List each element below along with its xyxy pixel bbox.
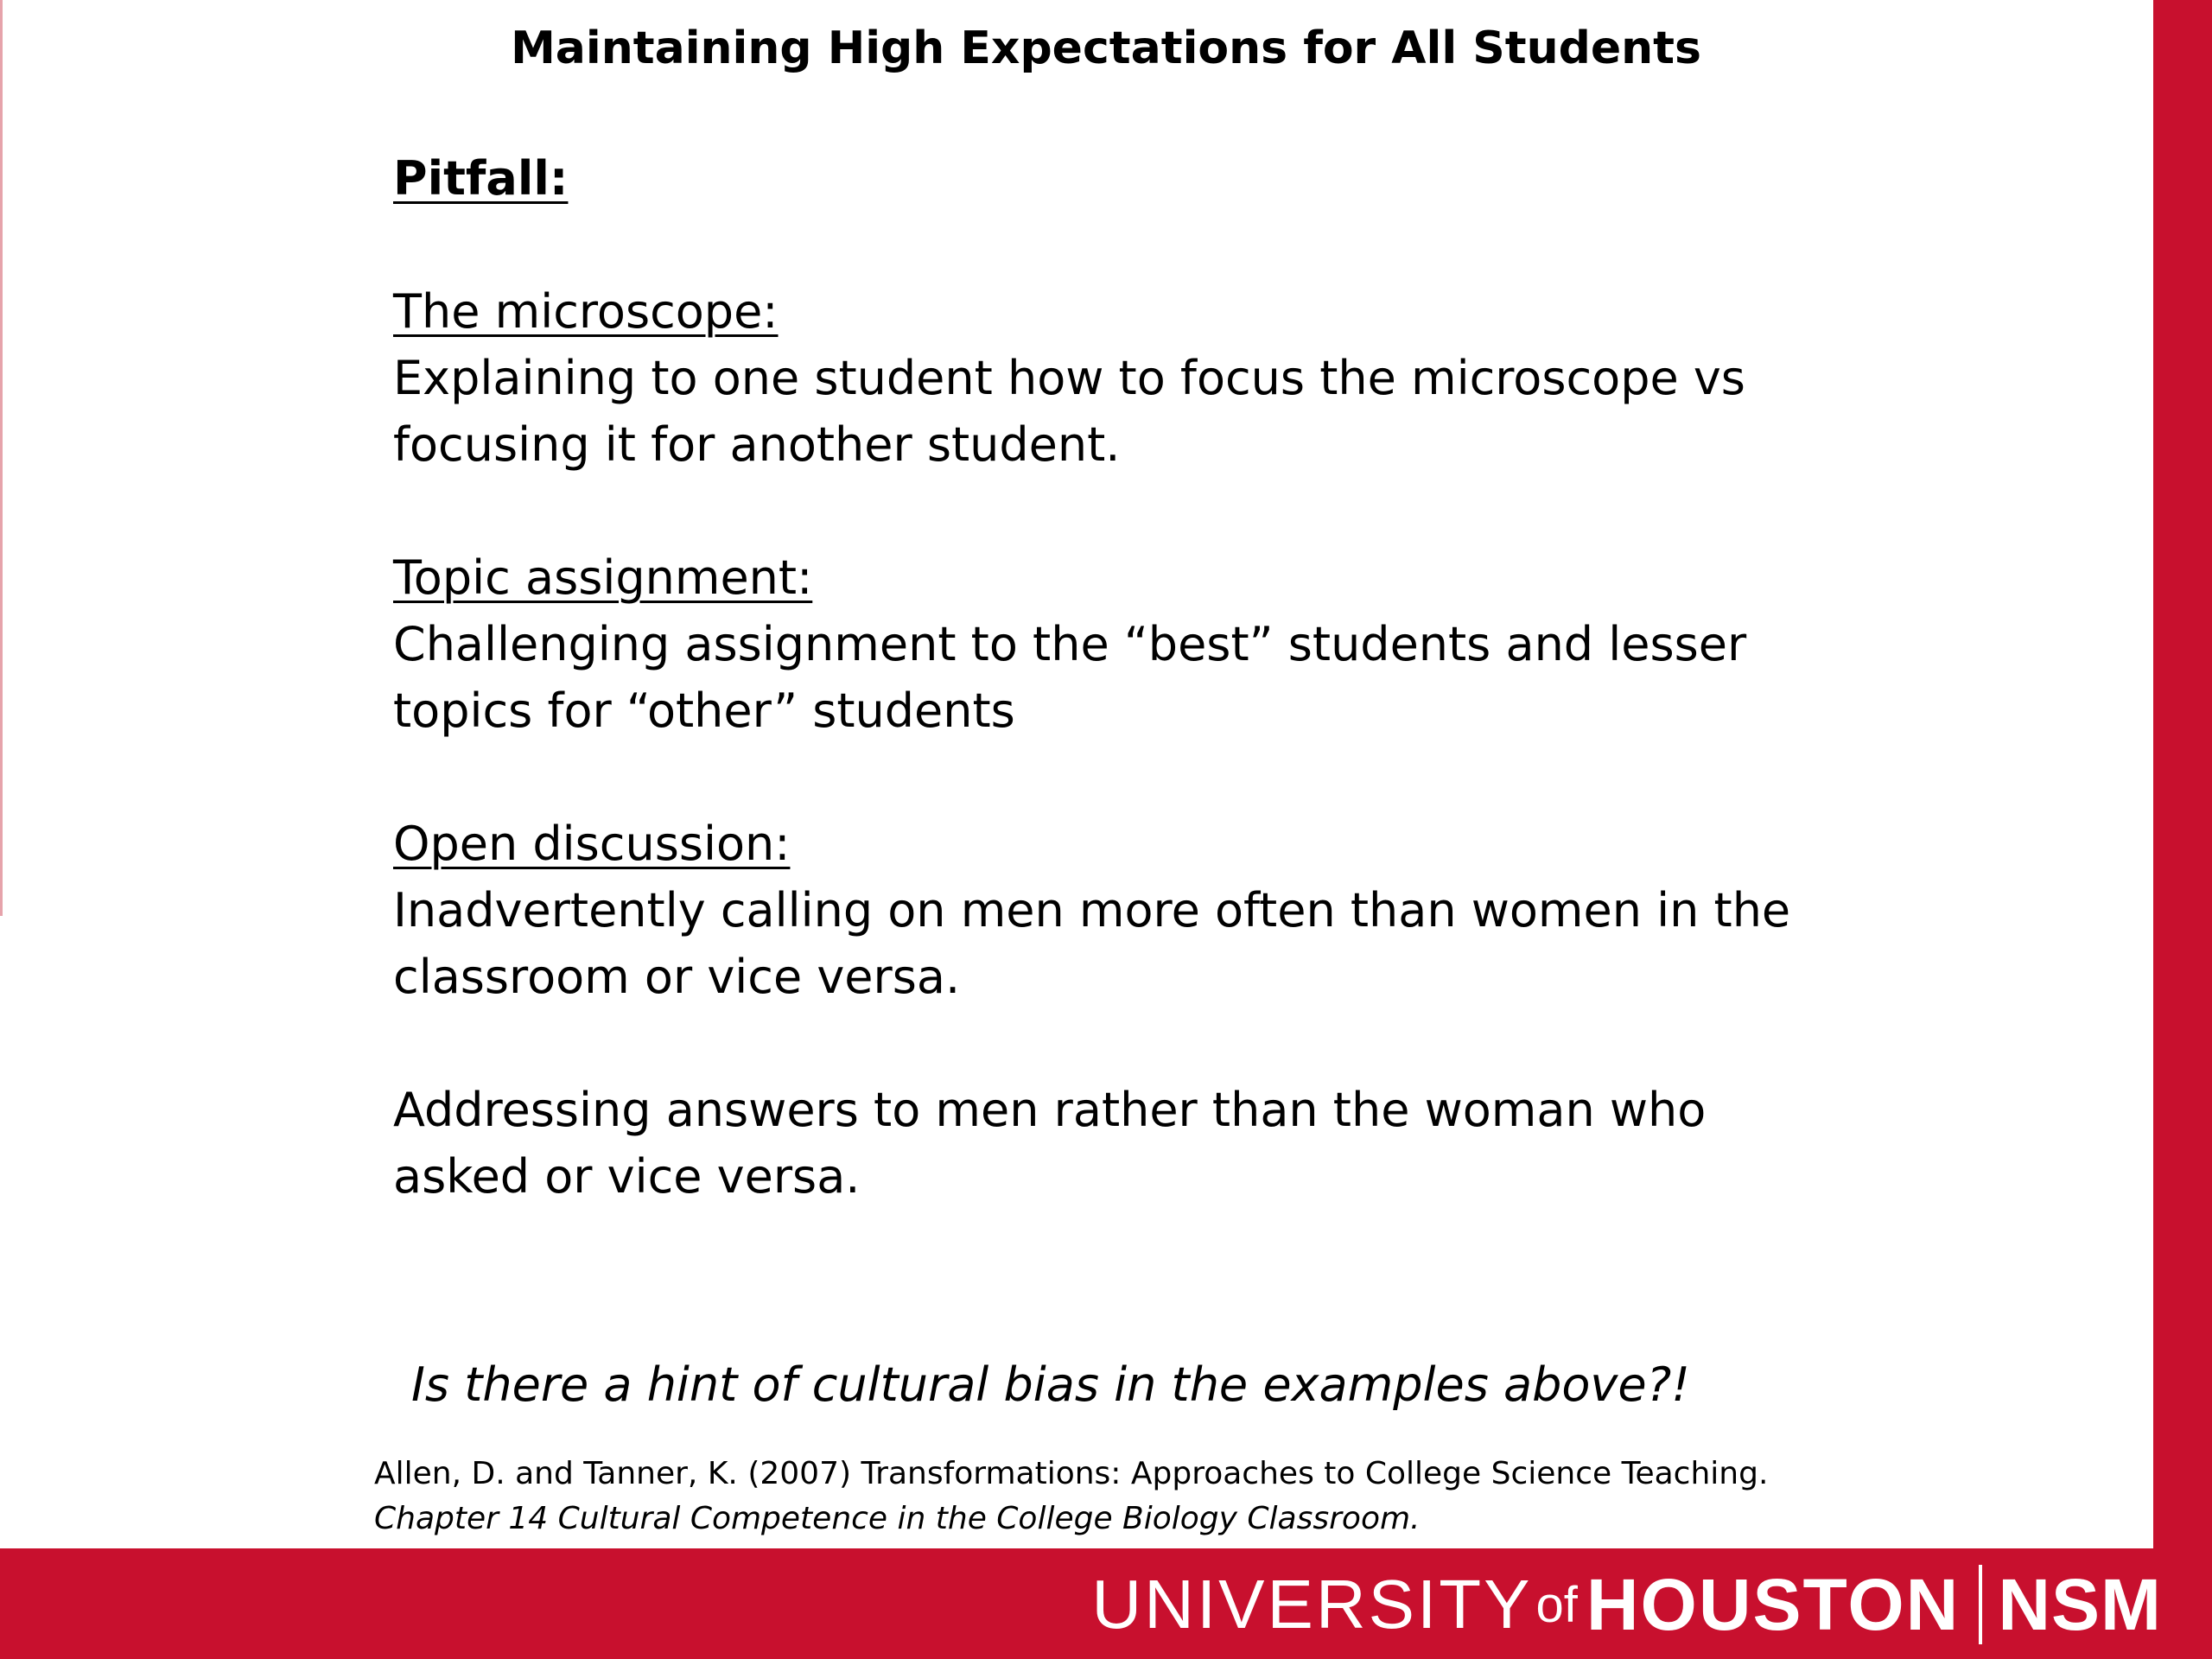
citation-line-1: Allen, D. and Tanner, K. (2007) Transformations: Approaches to College Science Teaching. — [374, 1456, 1769, 1491]
logo-university-text: UNIVERSITY — [1091, 1566, 1533, 1643]
logo-houston-text: HOUSTON — [1586, 1563, 1961, 1645]
spacer — [393, 1010, 1862, 1077]
section-label-microscope: The microscope: — [393, 284, 779, 339]
section-label-open-discussion: Open discussion: — [393, 817, 791, 871]
logo-nsm-text: NSM — [1998, 1563, 2162, 1645]
red-frame-right — [2153, 0, 2212, 1659]
section-text-line: focusing it for another student. — [393, 417, 1121, 472]
extra-text-line: asked or vice versa. — [393, 1149, 861, 1204]
citation-line-2: Chapter 14 Cultural Competence in the College Biology Classroom. — [374, 1501, 1421, 1536]
section-text-line: topics for “other” students — [393, 683, 1015, 738]
logo-divider — [1979, 1565, 1982, 1644]
pitfall-heading: Pitfall: — [393, 151, 569, 206]
left-edge-line — [0, 0, 3, 916]
section-text-line: Inadvertently calling on men more often than women in the — [393, 883, 1791, 938]
citation — [374, 1452, 1768, 1541]
logo-of-text: of — [1535, 1576, 1578, 1633]
spacer — [393, 744, 1862, 810]
extra-text-line: Addressing answers to men rather than the woman who — [393, 1083, 1707, 1137]
section-text-line: Challenging assignment to the “best” students and lesser — [393, 617, 1747, 671]
section-text-line: classroom or vice versa. — [393, 950, 961, 1004]
spacer — [393, 212, 1862, 278]
slide-title: Maintaining High Expectations for All Students — [511, 22, 1701, 74]
section-text-line: Explaining to one student how to focus the microscope vs — [393, 351, 1745, 405]
closing-question: Is there a hint of cultural bias in the examples above?! — [411, 1357, 1690, 1412]
spacer — [393, 478, 1862, 544]
section-label-topic-assignment: Topic assignment: — [393, 550, 813, 605]
university-logo — [1091, 1557, 2162, 1652]
slide-body — [393, 145, 1862, 1210]
